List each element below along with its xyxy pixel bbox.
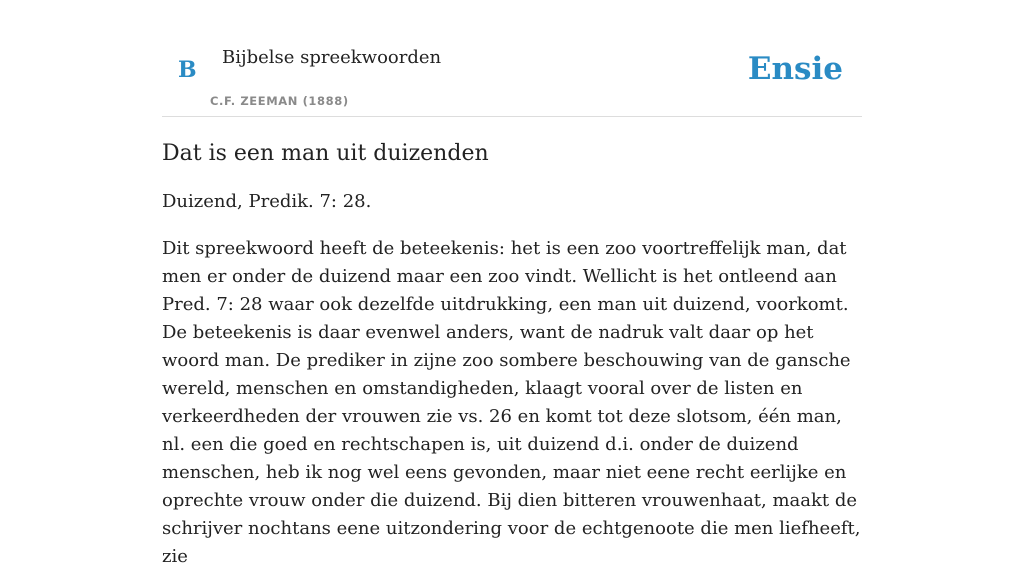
entry-title: Dat is een man uit duizenden bbox=[162, 141, 489, 166]
entry-body: Dit spreekwoord heeft de beteekenis: het is een zoo voortreffelijk man, dat men er onder de duizend maar een zoo vindt. Wellicht is het ontleend aan Pred. 7: 28 waar ook dezelfde uitdrukking, een man uit duizend, voorkomt. De beteekenis is daar evenwel anders, want de nadruk valt daar op het woord man. De prediker in zijne zoo sombere beschouwing van de gansche wereld, menschen en omstandigheden, klaagt vooral over de listen en verkeerdheden der vrouwen zie vs. 26 en komt tot deze slotsom, één man, nl. een die goed en rechtschapen is, uit duizend d.i. onder de duizend menschen, heb ik nog wel eens gevonden, maar niet eene recht eerlijke en oprechte vrouw onder die duizend. Bij dien bitteren vrouwenhaat, maakt de schrijver nochtans eene uitzondering voor de echtgenoote die men liefheeft, zie bbox=[162, 238, 861, 567]
brand-logo-link[interactable]: Ensie bbox=[747, 51, 843, 87]
book-title-link[interactable]: Bijbelse spreekwoorden bbox=[222, 47, 442, 68]
book-initial-icon[interactable]: B bbox=[178, 57, 197, 83]
header bbox=[162, 0, 862, 117]
entry-reference: Duizend, Predik. 7: 28. bbox=[162, 191, 372, 212]
book-author: C.F. ZEEMAN (1888) bbox=[210, 94, 349, 108]
entry-content bbox=[162, 138, 866, 571]
